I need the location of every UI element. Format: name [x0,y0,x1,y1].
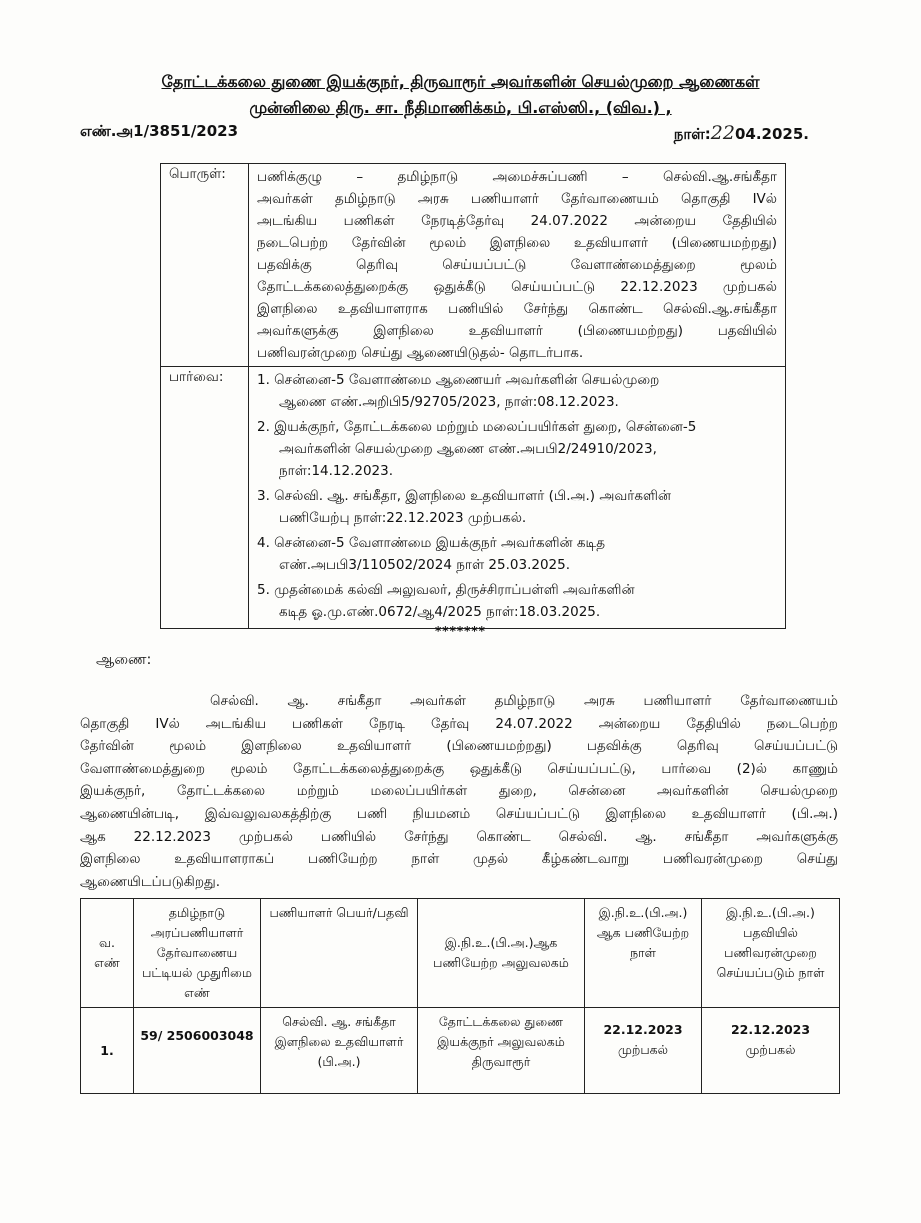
order-line: தேர்வின் மூலம் இளநிலை உதவியாளர் (பிணையமற்றது) பதவிக்கு தெரிவு செய்யப்பட்டு [80,738,838,755]
subject-line: பதவிக்கு தெரிவு செய்யப்பட்டு வேளாண்மைத்துறை மூலம் [257,257,777,273]
subject-line: பணிவரன்முறை செய்து ஆணையிடுதல்- தொடர்பாக. [257,345,584,361]
join-session: முற்பகல் [617,1042,669,1057]
reference-line: 3. செல்வி. ஆ. சங்கீதா, இளநிலை உதவியாளர் (பி.அ.) அவர்களின் [257,488,671,504]
date-rest: 04.2025. [734,125,809,143]
order-line: இளநிலை உதவியாளராகப் பணியேற்ற நாள் முதல் கீழ்கண்டவாறு பணிவரன்முறை செய்து [80,851,838,868]
header-regularisation-date: இ.நி.உ.(பி.அ.) பதவியில் பணிவரன்முறை செய்யப்படும் நாள் [702,899,840,1008]
order-line: ஆணையின்படி, இவ்வலுவலகத்திற்கு பணி நியமனம் செய்யப்பட்டு இளநிலை உதவியாளர் (பி.அ.) [80,805,838,822]
subject-reference-table [160,163,786,629]
subject-line: தோட்டக்கலைத்துறைக்கு ஒதுக்கீடு செய்யப்பட்டு 22.12.2023 முற்பகல் [257,279,777,295]
header-employee: பணியாளர் பெயர்/பதவி [261,899,418,1008]
reference-line: அவர்களின் செயல்முறை ஆணை எண்.அபபி2/24910/2023, [279,441,657,457]
row-tnpsc-rank: 59/ 2506003048 [134,1008,261,1094]
reference-item [257,416,777,482]
order-line: தொகுதி IVல் அடங்கிய பணிகள் நேரடி தேர்வு 24.07.2022 அன்றைய தேதியில் நடைபெற்ற [80,715,838,732]
handwritten-day: 22 [710,122,735,144]
reference-line: 1. சென்னை-5 வேளாண்மை ஆணையர் அவர்களின் செயல்முறை [257,372,660,388]
subject-line: பணிக்குழு – தமிழ்நாடு அமைச்சுப்பணி – செல்வி.ஆ.சங்கீதா [257,169,777,185]
order-line: இயக்குநர், தோட்டக்கலை மற்றும் மலைப்பயிர்கள் துறை, சென்னை அவர்களின் செயல்முறை [80,783,838,800]
row-employee: செல்வி. ஆ. சங்கீதா இளநிலை உதவியாளர் (பி.அ.) [261,1008,418,1094]
date-label: நாள்: [673,125,711,143]
join-date: 22.12.2023 [603,1022,683,1037]
subject-line: அவர்கள் தமிழ்நாடு அரசு பணியாளர் தேர்வாணையம் தொகுதி IVல் [257,191,777,207]
reference-line: கடித ஓ.மு.எண்.0672/ஆ4/2025 நாள்:18.03.2025. [279,604,601,620]
references-list [249,367,786,629]
order-line: ஆக 22.12.2023 முற்பகல் பணியில் சேர்ந்து கொண்ட செல்வி. ஆ. சங்கீதா அவர்களுக்கு [80,828,838,845]
subject-text [249,164,786,367]
header-tnpsc-rank: தமிழ்நாடு அரப்பணியாளர் தேர்வாணைய பட்டியல் முதுரிமை எண் [134,899,261,1008]
subject-line: அவர்களுக்கு இளநிலை உதவியாளர் (பிணையமற்றது) பதவியில் [257,323,777,339]
reference-item [257,485,777,529]
order-line: ஆணையிடப்படுகிறது. [80,873,221,890]
row-office: தோட்டக்கலை துணை இயக்குநர் அலுவலகம் திருவாரூர் [418,1008,585,1094]
regularisation-session: முற்பகல் [745,1042,796,1057]
order-date [674,122,809,145]
reference-line: 2. இயக்குநர், தோட்டக்கலை மற்றும் மலைப்பயிர்கள் துறை, சென்னை-5 [257,419,697,435]
header-join-date: இ.நி.உ.(பி.அ.) ஆக பணியேற்ற நாள் [585,899,702,1008]
order-label: ஆணை: [96,652,152,668]
reference-item [257,369,777,413]
order-body [80,690,838,893]
reference-item [257,579,777,623]
header-serial: வ. எண் [81,899,134,1008]
regularisation-date: 22.12.2023 [730,1022,811,1037]
section-separator: ******* [435,624,486,638]
row-serial: 1. [81,1008,134,1094]
reference-line: ஆணை எண்.அறிபி5/92705/2023, நாள்:08.12.2023. [279,394,619,410]
reference-line: பணியேற்பு நாள்:22.12.2023 முற்பகல். [279,510,527,526]
table-header-row [81,899,840,1008]
table-row [81,1008,840,1094]
reference-line: 4. சென்னை-5 வேளாண்மை இயக்குநர் அவர்களின் கடித [257,535,606,551]
subject-line: அடங்கிய பணிகள் நேரடித்தேர்வு 24.07.2022 அன்றைய தேதியில் [257,213,777,229]
reference-number: எண்.அ1/3851/2023 [80,122,239,140]
order-line: செல்வி. ஆ. சங்கீதா அவர்கள் தமிழ்நாடு அரசு பணியாளர் தேர்வாணையம் [210,693,838,709]
reference-item [257,532,777,576]
officer-line: முன்னிலை திரு. சா. நீதிமாணிக்கம், பி.எஸ்ஸி., (விவ.) , [249,98,672,117]
reference-line: எண்.அபபி3/110502/2024 நாள் 25.03.2025. [279,557,571,573]
reference-line: 5. முதன்மைக் கல்வி அலுவலர், திருச்சிராப்பள்ளி அவர்களின் [257,582,635,598]
regularisation-table [80,898,840,1094]
reference-line: நாள்:14.12.2023. [279,463,394,479]
order-line: வேளாண்மைத்துறை மூலம் தோட்டக்கலைத்துறைக்கு ஒதுக்கீடு செய்யப்பட்டு, பார்வை (2)ல் காணும் [80,760,838,777]
subject-line: இளநிலை உதவியாளராக பணியில் சேர்ந்து கொண்ட செல்வி.ஆ.சங்கீதா [257,301,777,317]
subject-line: நடைபெற்ற தேர்வின் மூலம் இளநிலை உதவியாளர் (பிணையமற்றது) [257,235,777,251]
row-regularisation [702,1008,840,1094]
document-title: தோட்டக்கலை துணை இயக்குநர், திருவாரூர் அவர்களின் செயல்முறை ஆணைகள் [161,72,760,91]
row-join [585,1008,702,1094]
header-office: இ.நி.உ.(பி.அ.)ஆக பணியேற்ற அலுவலகம் [418,899,585,1008]
subject-label: பொருள்: [161,164,249,367]
references-label: பார்வை: [161,367,249,629]
